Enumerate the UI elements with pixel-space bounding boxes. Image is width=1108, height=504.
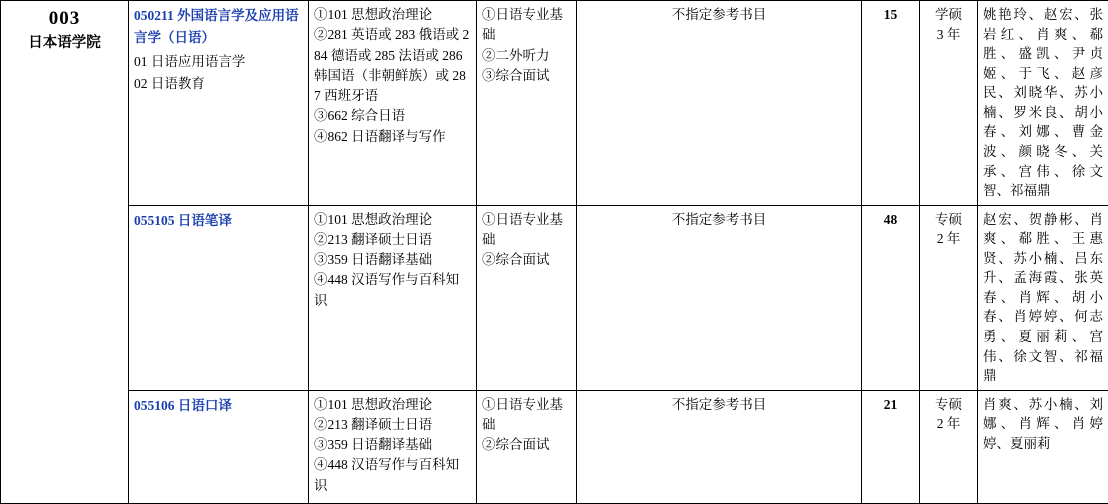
major-title: 055105 日语笔译 <box>134 210 303 232</box>
retest-subject: ②二外听力 <box>482 46 571 66</box>
enroll-number-cell: 48 <box>862 205 920 390</box>
major-directions <box>134 51 303 94</box>
exam-subject: ②213 翻译硕士日语 <box>314 415 471 435</box>
table-row <box>1 390 1108 503</box>
major-title: 055106 日语口译 <box>134 395 303 417</box>
degree-type-cell <box>920 390 978 503</box>
teachers-cell: 姚艳玲、赵宏、张岩红、肖爽、郗胜、盛凯、尹贞姬、于飞、赵彦民、刘晓华、苏小楠、罗米良、胡小春、刘娜、曹金波、颜晓冬、关承、宫伟、徐文智、祁福鼎 <box>978 1 1108 206</box>
enroll-number-cell: 15 <box>862 1 920 206</box>
retest-subject: ②综合面试 <box>482 250 571 270</box>
reference-books-cell: 不指定参考书目 <box>577 390 862 503</box>
retest-subject: ③综合面试 <box>482 66 571 86</box>
degree-duration: 3 年 <box>925 25 972 45</box>
exam-subjects-cell <box>309 205 477 390</box>
exam-subject: ③662 综合日语 <box>314 106 471 126</box>
reference-books-cell: 不指定参考书目 <box>577 205 862 390</box>
exam-subject: ①101 思想政治理论 <box>314 5 471 25</box>
degree-type-cell <box>920 1 978 206</box>
degree-duration: 2 年 <box>925 229 972 249</box>
teachers-cell: 肖爽、苏小楠、刘娜、肖辉、肖婷婷、夏丽莉 <box>978 390 1108 503</box>
department-cell <box>1 1 129 504</box>
retest-subject: ①日语专业基础 <box>482 210 571 251</box>
retest-subjects-cell <box>477 205 577 390</box>
exam-subject: ④448 汉语写作与百科知识 <box>314 455 471 496</box>
retest-subjects-cell <box>477 1 577 206</box>
major-direction: 01 日语应用语言学 <box>134 51 303 73</box>
teachers-cell: 赵宏、贺静彬、肖爽、郗胜、王惠贤、苏小楠、吕东升、孟海霞、张英春、肖辉、胡小春、肖婷婷、何志勇、夏丽莉、宫伟、徐文智、祁福鼎 <box>978 205 1108 390</box>
degree-type: 学硕 <box>925 5 972 25</box>
degree-duration: 2 年 <box>925 414 972 434</box>
department-name: 日本语学院 <box>6 33 123 54</box>
exam-subject: ③359 日语翻译基础 <box>314 435 471 455</box>
major-cell <box>129 205 309 390</box>
degree-type: 专硕 <box>925 395 972 415</box>
retest-subject: ①日语专业基础 <box>482 5 571 46</box>
exam-subject: ①101 思想政治理论 <box>314 395 471 415</box>
major-cell <box>129 1 309 206</box>
exam-subject: ④448 汉语写作与百科知识 <box>314 270 471 311</box>
reference-books-cell: 不指定参考书目 <box>577 1 862 206</box>
table-row <box>1 1 1108 206</box>
department-code: 003 <box>6 5 123 33</box>
exam-subject: ④862 日语翻译与写作 <box>314 127 471 147</box>
enroll-number-cell: 21 <box>862 390 920 503</box>
degree-type: 专硕 <box>925 210 972 230</box>
degree-type-cell <box>920 205 978 390</box>
retest-subjects-cell <box>477 390 577 503</box>
exam-subjects-cell <box>309 390 477 503</box>
exam-subject: ②281 英语或 283 俄语或 284 德语或 285 法语或 286 韩国语（非朝鲜族）或 287 西班牙语 <box>314 25 471 106</box>
major-cell <box>129 390 309 503</box>
retest-subject: ①日语专业基础 <box>482 395 571 436</box>
major-direction: 02 日语教育 <box>134 73 303 95</box>
major-title: 050211 外国语言学及应用语言学（日语） <box>134 5 303 48</box>
exam-subject: ①101 思想政治理论 <box>314 210 471 230</box>
exam-subject: ②213 翻译硕士日语 <box>314 230 471 250</box>
exam-subjects-cell <box>309 1 477 206</box>
exam-subject: ③359 日语翻译基础 <box>314 250 471 270</box>
retest-subject: ②综合面试 <box>482 435 571 455</box>
table-row <box>1 205 1108 390</box>
